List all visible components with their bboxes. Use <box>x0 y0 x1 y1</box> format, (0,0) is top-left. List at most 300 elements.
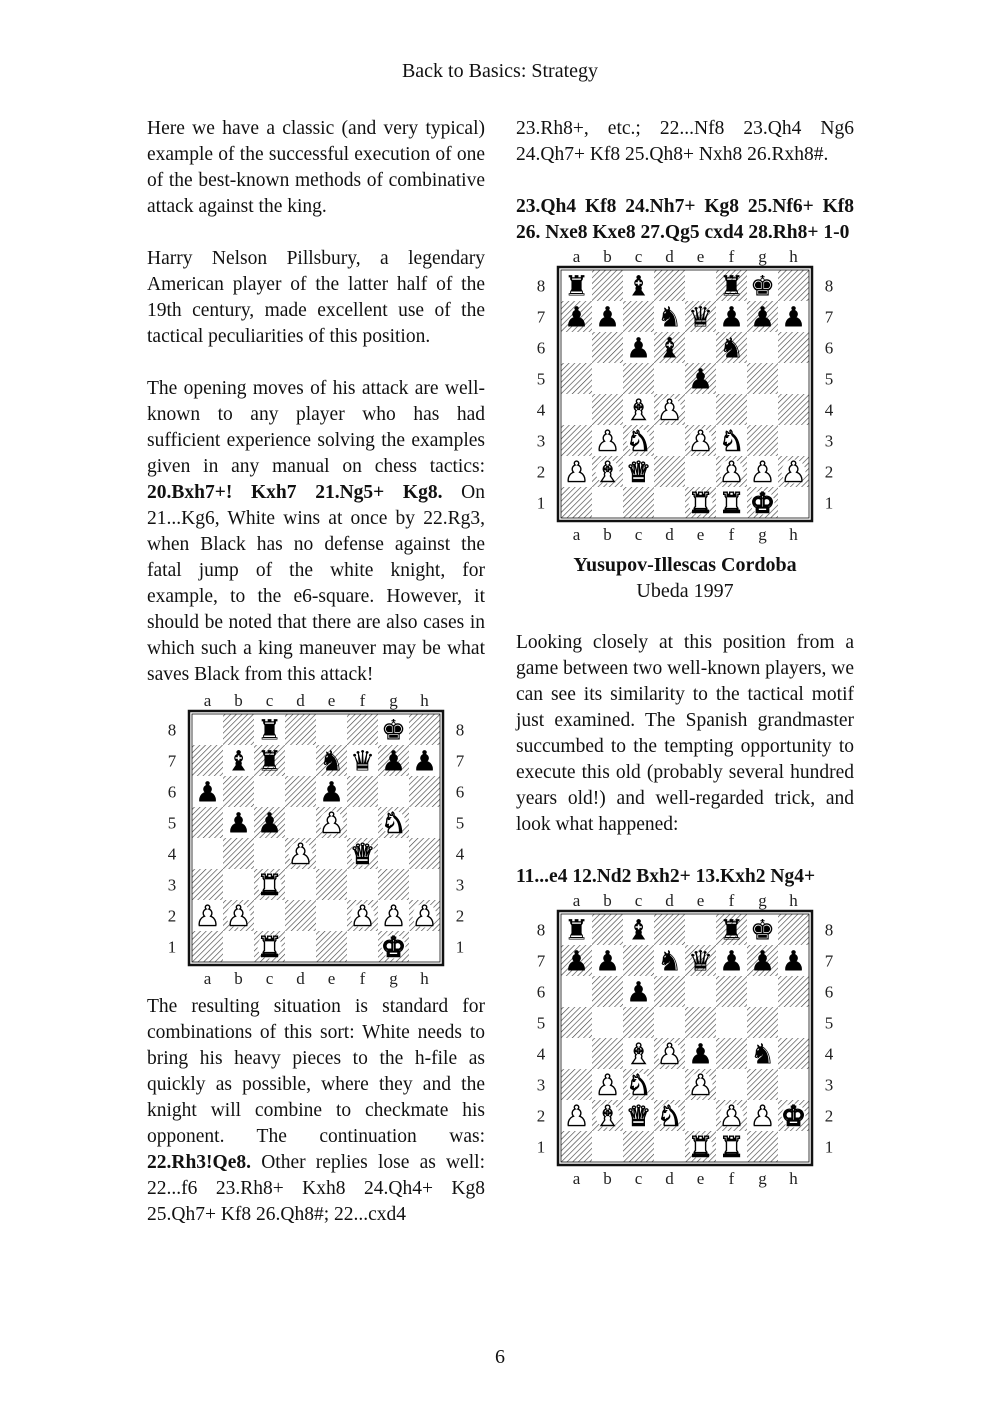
white-pawn-icon: ♟ <box>687 424 714 458</box>
white-pawn-icon: ♟ <box>687 1068 714 1102</box>
white-pawn-icon: ♟ <box>349 899 376 933</box>
rank-label: 7 <box>824 307 834 327</box>
file-label: h <box>789 525 798 544</box>
rank-label: 2 <box>824 462 834 482</box>
rank-label: 3 <box>536 1075 546 1095</box>
rank-label: 7 <box>536 951 546 971</box>
black-pawn-icon: ♟ <box>625 975 652 1009</box>
dark-square <box>623 487 654 518</box>
black-rook-icon: ♜ <box>563 269 590 303</box>
file-label: b <box>234 691 243 710</box>
dark-square <box>778 914 809 945</box>
dark-square <box>778 332 809 363</box>
white-pawn-icon: ♟ <box>594 1068 621 1102</box>
black-bishop-icon: ♝ <box>225 744 252 778</box>
black-rook-icon: ♜ <box>256 744 283 778</box>
white-pawn-icon: ♟ <box>380 899 407 933</box>
file-label: e <box>327 691 336 710</box>
rank-label: 4 <box>167 844 177 864</box>
file-label: d <box>665 891 674 910</box>
light-square <box>561 332 592 363</box>
light-square <box>192 838 223 869</box>
rank-label: 3 <box>455 875 465 895</box>
rank-label: 2 <box>167 906 177 926</box>
dark-square <box>623 945 654 976</box>
white-queen-icon: ♛ <box>349 837 376 871</box>
light-square <box>747 976 778 1007</box>
dark-square <box>561 1007 592 1038</box>
white-pawn-icon: ♟ <box>287 837 314 871</box>
light-square <box>716 363 747 394</box>
rank-label: 2 <box>536 1106 546 1126</box>
white-bishop-icon: ♝ <box>594 455 621 489</box>
black-knight-icon: ♞ <box>656 300 683 334</box>
rank-label: 1 <box>167 937 177 957</box>
black-pawn-icon: ♟ <box>194 775 221 809</box>
black-pawn-icon: ♟ <box>780 300 807 334</box>
dark-square <box>592 270 623 301</box>
white-king-icon: ♚ <box>380 930 407 964</box>
rank-label: 1 <box>536 1137 546 1157</box>
white-pawn-icon: ♟ <box>225 899 252 933</box>
move-paragraph <box>516 864 854 890</box>
rank-label: 5 <box>536 1013 546 1033</box>
move-text: 20.Bxh7+! Kxh7 21.Ng5+ Kg8. <box>147 482 443 503</box>
black-pawn-icon: ♟ <box>256 806 283 840</box>
white-bishop-icon: ♝ <box>625 393 652 427</box>
light-square <box>285 869 316 900</box>
dark-square <box>223 838 254 869</box>
black-pawn-icon: ♟ <box>687 1037 714 1071</box>
right-column <box>516 116 854 1194</box>
white-king-icon: ♚ <box>749 486 776 520</box>
white-rook-icon: ♜ <box>687 486 714 520</box>
white-pawn-icon: ♟ <box>594 424 621 458</box>
black-pawn-icon: ♟ <box>687 362 714 396</box>
rank-label: 4 <box>824 1044 834 1064</box>
file-label: c <box>634 247 643 266</box>
white-knight-icon: ♞ <box>656 1099 683 1133</box>
light-square <box>716 1069 747 1100</box>
rank-label: 6 <box>824 982 834 1002</box>
black-bishop-icon: ♝ <box>625 269 652 303</box>
dark-square <box>592 332 623 363</box>
white-knight-icon: ♞ <box>718 424 745 458</box>
black-pawn-icon: ♟ <box>225 806 252 840</box>
light-square <box>223 869 254 900</box>
light-square <box>285 745 316 776</box>
black-pawn-icon: ♟ <box>594 944 621 978</box>
chess-diagram <box>516 246 854 550</box>
light-square <box>223 931 254 962</box>
white-queen-icon: ♛ <box>625 1099 652 1133</box>
paragraph: Harry Nelson Pillsbury, a legendary American player of the latter half of the 19th century, made excellent use of the tactical peculiarities of this position. <box>147 248 485 347</box>
light-square <box>747 394 778 425</box>
dark-square <box>654 914 685 945</box>
file-label: g <box>758 1169 767 1188</box>
rank-label: 6 <box>455 782 465 802</box>
file-label: b <box>234 969 243 988</box>
white-rook-icon: ♜ <box>718 1130 745 1164</box>
file-label: c <box>265 691 274 710</box>
rank-label: 8 <box>824 276 834 296</box>
rank-label: 4 <box>455 844 465 864</box>
rank-label: 4 <box>536 1044 546 1064</box>
dark-square <box>747 1007 778 1038</box>
light-square <box>778 363 809 394</box>
dark-square <box>592 1038 623 1069</box>
rank-label: 6 <box>536 982 546 1002</box>
white-pawn-icon: ♟ <box>749 1099 776 1133</box>
file-label: f <box>728 247 735 266</box>
rank-label: 5 <box>536 369 546 389</box>
dark-square <box>192 745 223 776</box>
white-pawn-icon: ♟ <box>749 455 776 489</box>
light-square <box>409 869 440 900</box>
move-text: 11...e4 12.Nd2 Bxh2+ 13.Kxh2 Ng4+ <box>516 866 816 887</box>
paragraph <box>147 376 485 688</box>
light-square <box>685 394 716 425</box>
file-label: f <box>359 969 366 988</box>
text: The resulting situation is standard for combinations of this sort: White needs to bring his heavy pieces to the h-file as quickly as possible, where they and the knight will combine to checkmate his opponent. The continuation was: <box>147 996 485 1147</box>
move-text: 22.Rh3!Qe8. <box>147 1152 251 1173</box>
white-pawn-icon: ♟ <box>780 455 807 489</box>
black-king-icon: ♚ <box>749 269 776 303</box>
white-pawn-icon: ♟ <box>656 1037 683 1071</box>
dark-square <box>747 363 778 394</box>
file-label: c <box>634 525 643 544</box>
rank-label: 2 <box>536 462 546 482</box>
dark-square <box>561 1069 592 1100</box>
rank-label: 5 <box>167 813 177 833</box>
dark-square <box>409 838 440 869</box>
file-label: a <box>572 891 581 910</box>
dark-square <box>561 425 592 456</box>
file-label: d <box>665 247 674 266</box>
light-square <box>592 363 623 394</box>
dark-square <box>592 914 623 945</box>
file-label: g <box>389 691 398 710</box>
file-label: a <box>572 525 581 544</box>
file-label: a <box>572 247 581 266</box>
black-queen-icon: ♛ <box>687 300 714 334</box>
light-square <box>561 394 592 425</box>
rank-label: 2 <box>824 1106 834 1126</box>
light-square <box>316 838 347 869</box>
light-square <box>561 976 592 1007</box>
dark-square <box>316 869 347 900</box>
light-square <box>685 1100 716 1131</box>
running-header: Back to Basics: Strategy <box>401 60 599 82</box>
rank-label: 7 <box>167 751 177 771</box>
file-label: h <box>420 691 429 710</box>
file-label: f <box>359 691 366 710</box>
file-label: h <box>789 891 798 910</box>
light-square <box>409 931 440 962</box>
file-label: b <box>603 247 612 266</box>
file-label: c <box>634 891 643 910</box>
white-rook-icon: ♜ <box>256 868 283 902</box>
black-pawn-icon: ♟ <box>563 944 590 978</box>
white-knight-icon: ♞ <box>380 806 407 840</box>
black-rook-icon: ♜ <box>563 913 590 947</box>
rank-label: 5 <box>824 1013 834 1033</box>
rank-label: 4 <box>824 400 834 420</box>
file-label: a <box>203 969 212 988</box>
file-label: a <box>203 691 212 710</box>
light-square <box>254 776 285 807</box>
file-label: b <box>603 891 612 910</box>
dark-square <box>623 1007 654 1038</box>
rank-label: 1 <box>824 1137 834 1157</box>
light-square <box>378 776 409 807</box>
rank-label: 3 <box>824 1075 834 1095</box>
dark-square <box>623 363 654 394</box>
light-square <box>592 1007 623 1038</box>
paragraph: 23.Rh8+, etc.; 22...Nf8 23.Qh4 Ng6 24.Qh7+ Kf8 25.Qh8+ Nxh8 26.Rxh8#. <box>516 118 854 165</box>
black-king-icon: ♚ <box>749 913 776 947</box>
white-bishop-icon: ♝ <box>625 1037 652 1071</box>
rank-label: 8 <box>824 920 834 940</box>
rank-label: 5 <box>455 813 465 833</box>
light-square <box>747 332 778 363</box>
black-queen-icon: ♛ <box>349 744 376 778</box>
dark-square <box>623 1131 654 1162</box>
dark-square <box>716 976 747 1007</box>
dark-square <box>654 976 685 1007</box>
white-knight-icon: ♞ <box>625 1068 652 1102</box>
file-label: f <box>728 891 735 910</box>
dark-square <box>623 301 654 332</box>
light-square <box>347 869 378 900</box>
rank-label: 2 <box>455 906 465 926</box>
file-label: d <box>296 691 305 710</box>
diagram-caption-event: Ubeda 1997 <box>636 580 734 602</box>
dark-square <box>654 270 685 301</box>
light-square <box>561 1038 592 1069</box>
light-square <box>716 1007 747 1038</box>
move-paragraph <box>516 194 854 246</box>
white-rook-icon: ♜ <box>718 486 745 520</box>
dark-square <box>223 714 254 745</box>
white-queen-icon: ♛ <box>625 455 652 489</box>
file-label: a <box>572 1169 581 1188</box>
black-knight-icon: ♞ <box>718 331 745 365</box>
rank-label: 6 <box>167 782 177 802</box>
file-label: d <box>665 1169 674 1188</box>
rank-label: 6 <box>536 338 546 358</box>
diagram-caption-players: Yusupov-Illescas Cordoba <box>573 554 797 576</box>
dark-square <box>747 1131 778 1162</box>
black-pawn-icon: ♟ <box>594 300 621 334</box>
text: The opening moves of his attack are well-known to any player who has had sufficient experience solving the examples given in any manual on chess tactics: <box>147 378 485 477</box>
light-square <box>654 1069 685 1100</box>
light-square <box>778 425 809 456</box>
rank-label: 7 <box>455 751 465 771</box>
dark-square <box>409 776 440 807</box>
dark-square <box>347 776 378 807</box>
dark-square <box>747 425 778 456</box>
light-square <box>378 838 409 869</box>
black-queen-icon: ♛ <box>687 944 714 978</box>
file-label: d <box>665 525 674 544</box>
light-square <box>654 363 685 394</box>
rank-label: 8 <box>536 276 546 296</box>
light-square <box>654 1131 685 1162</box>
dark-square <box>747 1069 778 1100</box>
light-square <box>347 807 378 838</box>
white-bishop-icon: ♝ <box>594 1099 621 1133</box>
dark-square <box>561 363 592 394</box>
file-label: h <box>420 969 429 988</box>
dark-square <box>192 869 223 900</box>
black-knight-icon: ♞ <box>656 944 683 978</box>
dark-square <box>685 1007 716 1038</box>
dark-square <box>778 976 809 1007</box>
white-pawn-icon: ♟ <box>563 455 590 489</box>
light-square <box>654 425 685 456</box>
file-label: e <box>696 247 705 266</box>
light-square <box>778 1069 809 1100</box>
chess-diagram <box>147 690 485 994</box>
white-pawn-icon: ♟ <box>656 393 683 427</box>
white-pawn-icon: ♟ <box>563 1099 590 1133</box>
dark-square <box>192 931 223 962</box>
white-rook-icon: ♜ <box>687 1130 714 1164</box>
rank-label: 3 <box>536 431 546 451</box>
light-square <box>316 900 347 931</box>
dark-square <box>223 776 254 807</box>
black-rook-icon: ♜ <box>256 713 283 747</box>
rank-label: 8 <box>536 920 546 940</box>
light-square <box>654 1007 685 1038</box>
black-pawn-icon: ♟ <box>625 331 652 365</box>
dark-square <box>378 869 409 900</box>
rank-label: 5 <box>824 369 834 389</box>
paragraph <box>147 994 485 1228</box>
file-label: e <box>696 1169 705 1188</box>
light-square <box>285 931 316 962</box>
light-square <box>685 976 716 1007</box>
light-square <box>254 838 285 869</box>
light-square <box>592 1131 623 1162</box>
black-pawn-icon: ♟ <box>563 300 590 334</box>
black-rook-icon: ♜ <box>718 269 745 303</box>
white-rook-icon: ♜ <box>256 930 283 964</box>
paragraph: Looking closely at this position from a game between two well-known players, we can see its similarity to the tactical motif just examined. The Spanish grandmaster succumbed to the tempting opportunity to execute this old (probably several hundred years old!) and well-regarded trick, and look what happened: <box>516 632 854 835</box>
black-pawn-icon: ♟ <box>749 300 776 334</box>
light-square <box>254 900 285 931</box>
move-text: 23.Qh4 Kf8 24.Nh7+ Kg8 25.Nf6+ Kf8 26. Nxe8 Kxe8 27.Qg5 cxd4 28.Rh8+ 1-0 <box>516 196 854 243</box>
file-label: c <box>634 1169 643 1188</box>
black-pawn-icon: ♟ <box>318 775 345 809</box>
rank-label: 8 <box>167 720 177 740</box>
dark-square <box>192 807 223 838</box>
black-pawn-icon: ♟ <box>718 300 745 334</box>
file-label: e <box>327 969 336 988</box>
rank-label: 3 <box>167 875 177 895</box>
file-label: f <box>728 525 735 544</box>
file-label: g <box>758 891 767 910</box>
black-king-icon: ♚ <box>380 713 407 747</box>
black-pawn-icon: ♟ <box>380 744 407 778</box>
file-label: b <box>603 525 612 544</box>
file-label: f <box>728 1169 735 1188</box>
chess-diagram <box>516 890 854 1194</box>
light-square <box>192 714 223 745</box>
light-square <box>654 487 685 518</box>
dark-square <box>561 487 592 518</box>
dark-square <box>778 270 809 301</box>
black-pawn-icon: ♟ <box>749 944 776 978</box>
dark-square <box>778 1038 809 1069</box>
rank-label: 7 <box>824 951 834 971</box>
file-label: e <box>696 525 705 544</box>
dark-square <box>592 394 623 425</box>
light-square <box>592 487 623 518</box>
light-square <box>316 714 347 745</box>
file-label: b <box>603 1169 612 1188</box>
rank-label: 4 <box>536 400 546 420</box>
black-rook-icon: ♜ <box>718 913 745 947</box>
black-bishop-icon: ♝ <box>625 913 652 947</box>
file-label: g <box>758 525 767 544</box>
dark-square <box>285 776 316 807</box>
light-square <box>685 456 716 487</box>
white-knight-icon: ♞ <box>625 424 652 458</box>
white-pawn-icon: ♟ <box>718 455 745 489</box>
rank-label: 6 <box>824 338 834 358</box>
dark-square <box>592 976 623 1007</box>
dark-square <box>654 456 685 487</box>
light-square <box>685 270 716 301</box>
text: On 21...Kg6, White wins at once by 22.Rg3, when Black has no defense against the fatal jump of the white knight, for example, to the e6-square. However, it should be noted that there are also cases in which such a king maneuver may be what saves Black from this attack! <box>147 482 485 685</box>
dark-square <box>561 1131 592 1162</box>
left-column <box>147 116 485 1228</box>
dark-square <box>409 714 440 745</box>
file-label: h <box>789 247 798 266</box>
file-label: c <box>265 969 274 988</box>
file-label: h <box>789 1169 798 1188</box>
light-square <box>347 931 378 962</box>
rank-label: 1 <box>455 937 465 957</box>
white-pawn-icon: ♟ <box>411 899 438 933</box>
file-label: g <box>758 247 767 266</box>
dark-square <box>716 1038 747 1069</box>
white-king-icon: ♚ <box>780 1099 807 1133</box>
dark-square <box>716 394 747 425</box>
file-label: e <box>696 891 705 910</box>
black-pawn-icon: ♟ <box>718 944 745 978</box>
white-pawn-icon: ♟ <box>194 899 221 933</box>
black-pawn-icon: ♟ <box>780 944 807 978</box>
light-square <box>685 914 716 945</box>
dark-square <box>347 714 378 745</box>
rank-label: 3 <box>824 431 834 451</box>
rank-label: 1 <box>536 493 546 513</box>
rank-label: 8 <box>455 720 465 740</box>
dark-square <box>778 394 809 425</box>
dark-square <box>285 900 316 931</box>
light-square <box>778 1131 809 1162</box>
light-square <box>778 487 809 518</box>
light-square <box>685 332 716 363</box>
light-square <box>409 807 440 838</box>
file-label: g <box>389 969 398 988</box>
black-pawn-icon: ♟ <box>411 744 438 778</box>
text: Other replies lose as well: 22...f6 23.Rh8+ Kxh8 24.Qh4+ Kg8 25.Qh7+ Kf8 26.Qh8#; 22...cxd4 <box>147 1152 485 1225</box>
black-bishop-icon: ♝ <box>656 331 683 365</box>
